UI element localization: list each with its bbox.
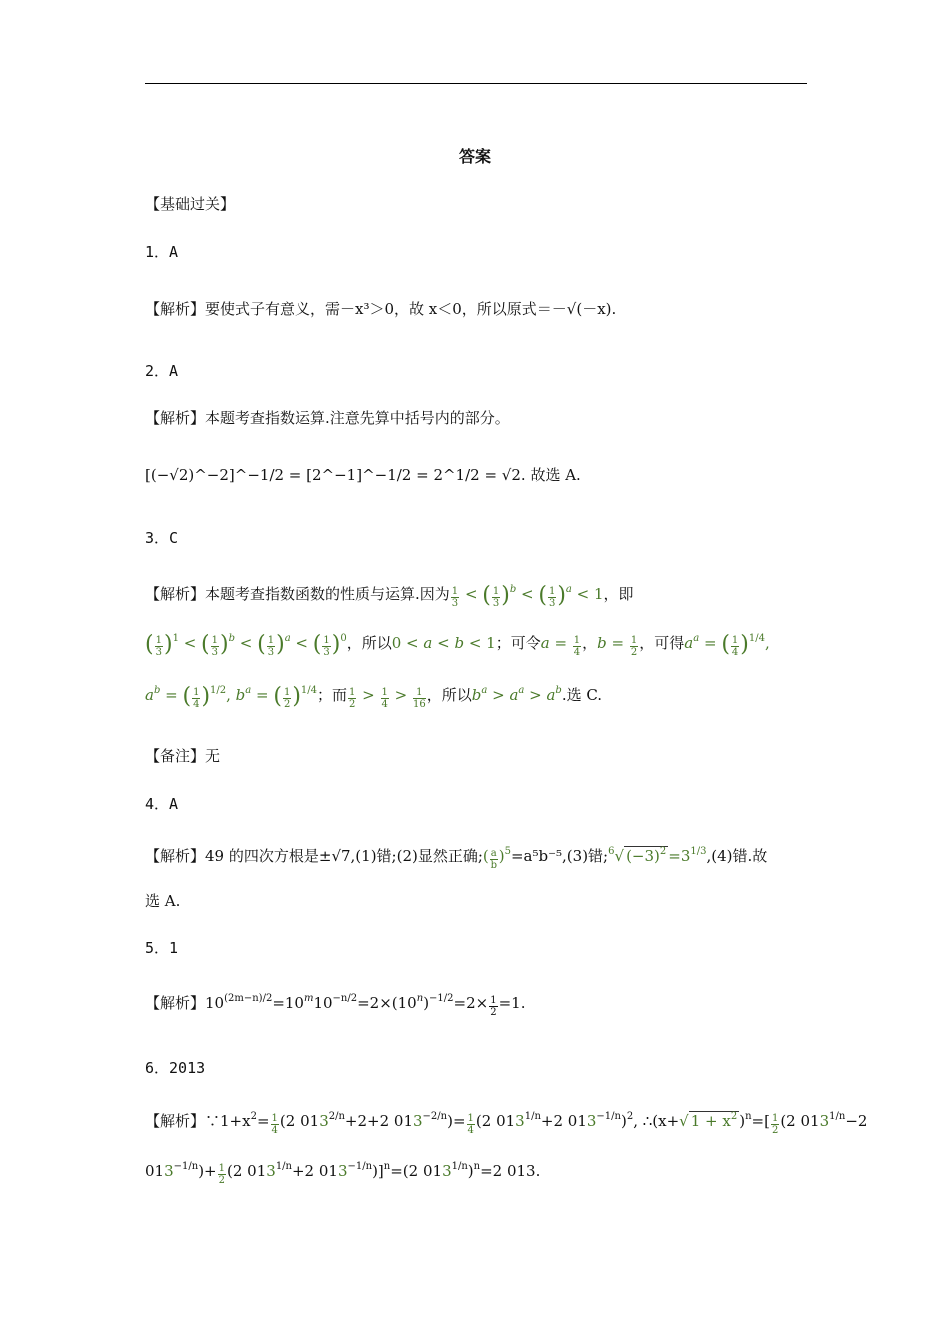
a-power-b-formula: $a^b$ = ( $\frac{1}{4}$ )$^{1/2}$, $b^a$ = ( $\frac{1}{2}$ )$^{1/4}$ <box>145 684 318 710</box>
final-compare-formula: $b^a > a^a > a^b$ <box>471 685 562 704</box>
answer-5 <box>145 937 178 959</box>
identity-formula: $\because 1+x^2=$ $\frac{1}{4}$ (2 $013^{2/n}+2+2$ $013^{-2/n})=$ $\frac{1}{4}$ (2 $013^{1/n}+2$ $013^{-1/n})^2$, ∴(x+√ $1 + x^2$ )$^n$=[ $\frac{1}{2}$ (2 $013^{1/n}-2$ <box>205 1111 868 1136</box>
text-so: ，所以 <box>346 634 392 652</box>
answer-choice: 2013 <box>169 1059 206 1077</box>
note-3: 【备注】无 <box>145 747 221 765</box>
text-let: ；可令 <box>495 634 541 652</box>
answer-2 <box>145 360 178 382</box>
question-number: 2． <box>145 362 170 380</box>
analysis-4 <box>145 845 767 871</box>
a-value-formula: a = $\frac{1}{4}$ <box>540 634 581 658</box>
analysis-tag: 【解析】 <box>145 1112 206 1130</box>
result-formula: $013^{-1/n})+$ $\frac{1}{2}$ (2 $013^{1/n}+2$ $013^{-1/n})]^n=(2$ $013^{1/n})^n=2$ 013. <box>145 1161 541 1186</box>
header-rule <box>145 83 807 84</box>
analysis-5 <box>145 992 525 1018</box>
text-choose: .选 C. <box>561 686 603 704</box>
analysis-3-line2 <box>145 632 770 658</box>
analysis-tag: 【解析】 <box>145 300 206 318</box>
answer-choice: A <box>169 362 179 380</box>
analysis-3-line3 <box>145 684 602 710</box>
section-heading: 【基础过关】 <box>145 195 236 213</box>
text-can: ，可得 <box>639 634 685 652</box>
answer-1 <box>145 241 178 263</box>
range-formula: 0 < a < b < 1 <box>391 634 496 652</box>
question-number: 4． <box>145 795 170 813</box>
analysis-text-tail: ，即 <box>603 585 634 603</box>
power-chain-formula: ( $\frac{1}{3}$ )$^1$ < ( $\frac{1}{3}$ )$^b$ < ( $\frac{1}{3}$ )$^a$ < ( $\frac{1}{3}$ )$^0$ <box>145 632 347 658</box>
question-number: 1． <box>145 243 170 261</box>
exponent-formula: [(−√2)^−2]^−1/2 = [2^−1]^−1/2 = 2^1/2 = √2. 故选 A. <box>145 466 581 484</box>
analysis-tag: 【解析】 <box>145 409 206 427</box>
answer-choice: A <box>169 795 179 813</box>
analysis-tag: 【解析】 <box>145 847 206 865</box>
text-so: ，所以 <box>426 686 472 704</box>
text-and: ；而 <box>317 686 348 704</box>
analysis-text-tail: ,(4)错.故 <box>706 847 768 865</box>
ratio-formula: ( $\frac{a}{b}$ )$^5$ <box>482 846 511 871</box>
power-of-ten-formula: $10^{(2m-n)/2}=10^m10^{-n/2}=2\times(10^n)^{-1/2}=2\times$ $\frac{1}{2}$ =1. <box>205 993 526 1018</box>
analysis-6-line2 <box>145 1160 540 1186</box>
answer-6 <box>145 1057 205 1079</box>
analysis-2 <box>145 407 510 429</box>
question-number: 6． <box>145 1059 170 1077</box>
analysis-text: 49 的四次方根是±√7,(1)错;(2)显然正确; <box>205 847 483 865</box>
page-title: 答案 <box>458 147 491 166</box>
answer-choice: 1 <box>169 939 179 957</box>
root-formula: $^6$√ $(-3)^2 =3^{1/3}$ <box>608 846 707 865</box>
analysis-tag: 【解析】 <box>145 585 206 603</box>
analysis-6 <box>145 1110 867 1136</box>
analysis-1 <box>145 298 616 320</box>
analysis-tag: 【解析】 <box>145 994 206 1012</box>
a-power-a-formula: $a^a$ = ( $\frac{1}{4}$ )$^{1/4}$, <box>684 632 770 658</box>
analysis-text-mid: =a⁵b⁻⁵,(3)错; <box>510 847 609 865</box>
question-number: 5． <box>145 939 170 957</box>
analysis-4-line2: 选 A. <box>145 892 181 910</box>
answer-choice: C <box>169 529 179 547</box>
text-comma: ， <box>582 634 598 652</box>
analysis-text: 本题考查指数运算.注意先算中括号内的部分。 <box>205 409 510 427</box>
formula-2 <box>145 464 581 486</box>
question-number: 3． <box>145 529 170 547</box>
inequality-formula: $\frac{1}{3}$ < ( $\frac{1}{3}$ )$^b$ < ( $\frac{1}{3}$ )$^a$ < 1 <box>451 583 604 609</box>
answer-choice: A <box>169 243 179 261</box>
fraction-compare-formula: $\frac{1}{2}$ > $\frac{1}{4}$ > $\frac{1}{16}$ <box>349 686 426 710</box>
analysis-text: 本题考查指数函数的性质与运算.因为 <box>205 585 450 603</box>
b-value-formula: b = $\frac{1}{2}$ <box>597 634 638 658</box>
analysis-3 <box>145 583 634 609</box>
answer-3 <box>145 527 178 549</box>
answer-4 <box>145 793 178 815</box>
analysis-text: 要使式子有意义，需－x³＞0，故 x＜0，所以原式＝－√(－x). <box>205 300 617 318</box>
